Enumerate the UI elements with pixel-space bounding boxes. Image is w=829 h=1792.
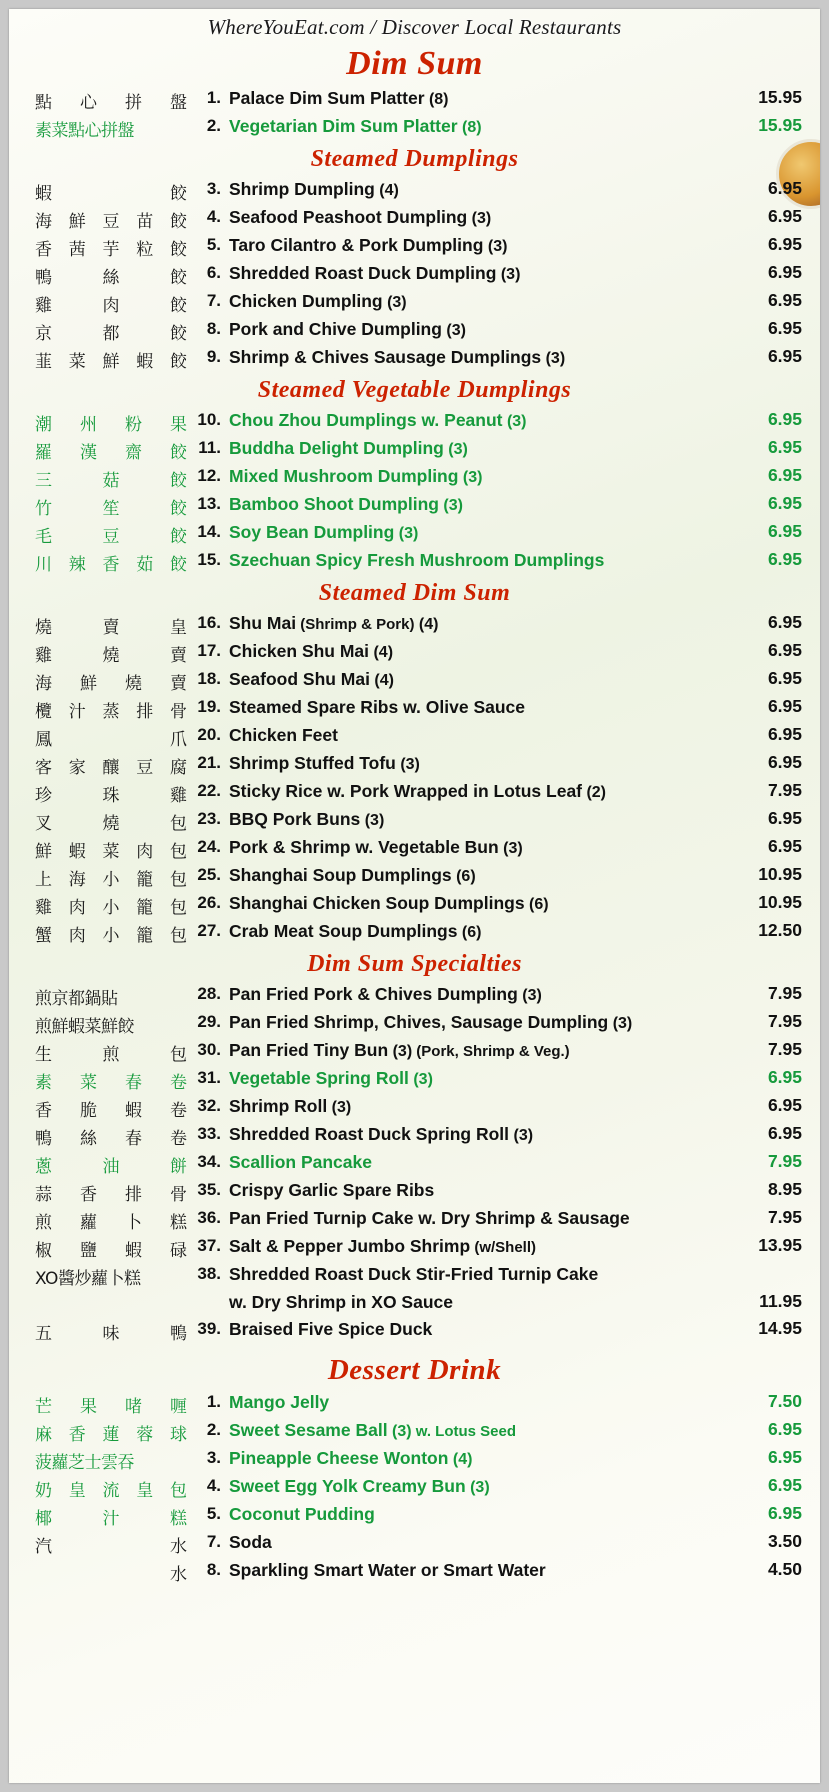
menu-item-chinese-name: 素菜點心拼盤 (35, 121, 134, 141)
menu-item-name: Shredded Roast Duck Dumpling (3) (229, 263, 521, 283)
menu-item-number: 39. (197, 1319, 221, 1338)
menu-item-name: Braised Five Spice Duck (229, 1319, 433, 1339)
menu-item-price: 6.95 (767, 836, 802, 856)
menu-item-row (9, 1205, 820, 1233)
menu-item-name: Pineapple Cheese Wonton (4) (229, 1448, 473, 1468)
menu-item-number: 12. (197, 466, 221, 485)
menu-item-price: 6.95 (767, 640, 802, 660)
menu-item-price: 7.95 (767, 1011, 802, 1031)
section-title-dessert-drink: Dessert Drink (327, 1354, 502, 1386)
menu-item-chinese-name: 叉 燒 包 (35, 814, 187, 834)
menu-item-row (9, 1177, 820, 1205)
menu-item-row (9, 981, 820, 1009)
section-title-steamed-vegetable-dumplings: Steamed Vegetable Dumplings (257, 377, 572, 403)
menu-item-row (9, 806, 820, 834)
menu-item-name: Pan Fried Turnip Cake w. Dry Shrimp & Sausage (229, 1208, 630, 1228)
menu-item-chinese-name: 煎鮮蝦菜鮮餃 (35, 1017, 134, 1037)
menu-item-chinese-name: 京 都 餃 (35, 324, 187, 344)
menu-item-price: 6.95 (767, 318, 802, 338)
menu-item-row (9, 232, 820, 260)
menu-item-price (736, 1261, 802, 1263)
watermark-text: WhereYouEat.com / Discover Local Restaurants (207, 15, 622, 39)
menu-item-number: 8. (206, 319, 221, 338)
menu-item-chinese-name: XO醬炒蘿卜糕 (35, 1269, 141, 1289)
menu-item-price: 6.95 (767, 346, 802, 366)
menu-item-chinese-name: 椒 鹽 蝦 碌 (35, 1241, 187, 1261)
menu-item-chinese-name: 蔥 油 餅 (35, 1157, 187, 1177)
menu-item-number: 21. (197, 753, 221, 772)
menu-item-price: 7.95 (767, 983, 802, 1003)
menu-item-row (9, 1289, 820, 1316)
menu-item-chinese-name: 素 菜 春 卷 (35, 1073, 187, 1093)
menu-item-name: Vegetable Spring Roll (3) (229, 1068, 433, 1088)
menu-item-row (9, 666, 820, 694)
menu-item-number: 31. (197, 1068, 221, 1087)
menu-item-price: 3.50 (767, 1531, 802, 1551)
menu-item-number: 35. (197, 1180, 221, 1199)
menu-item-row (9, 316, 820, 344)
menu-item-number: 1. (206, 88, 221, 107)
menu-item-name: Sticky Rice w. Pork Wrapped in Lotus Leaf (2) (229, 781, 606, 801)
menu-item-number: 6. (206, 263, 221, 282)
menu-item-row (9, 463, 820, 491)
menu-item-chinese-name: 毛 豆 餃 (35, 527, 187, 547)
menu-item-name: Chicken Feet (229, 725, 338, 745)
menu-item-name: Crab Meat Soup Dumplings (6) (229, 921, 482, 941)
menu-item-chinese-name: 韮 菜 鮮 蝦 餃 (35, 352, 187, 372)
menu-item-price: 6.95 (767, 493, 802, 513)
menu-item-row (9, 890, 820, 918)
menu-item-name: Shredded Roast Duck Spring Roll (3) (229, 1124, 534, 1144)
menu-item-price: 15.95 (758, 115, 802, 135)
menu-item-name: Scallion Pancake (229, 1152, 372, 1172)
menu-item-price: 8.95 (767, 1179, 802, 1199)
menu-item-number: 1. (206, 1392, 221, 1411)
menu-item-price: 6.95 (767, 1419, 802, 1439)
menu-item-number: 26. (197, 893, 221, 912)
menu-item-chinese-name: 鳳 爪 (35, 730, 187, 750)
menu-item-price: 7.95 (767, 1207, 802, 1227)
menu-item-chinese-name: 菠蘿芝士雲吞 (35, 1453, 134, 1473)
menu-item-price: 4.50 (767, 1559, 802, 1579)
menu-item-row (9, 778, 820, 806)
menu-item-number: 14. (197, 522, 221, 541)
menu-item-row (9, 1009, 820, 1037)
menu-item-chinese-name: 客 家 釀 豆 腐 (35, 758, 187, 778)
section-title-steamed-dumplings: Steamed Dumplings (310, 146, 519, 172)
menu-item-number: 22. (197, 781, 221, 800)
menu-item-number: 8. (206, 1560, 221, 1579)
menu-item-name: Pan Fried Shrimp, Chives, Sausage Dumpling (3) (229, 1012, 633, 1032)
menu-item-number: 28. (197, 984, 221, 1003)
menu-item-price: 6.95 (767, 206, 802, 226)
menu-item-number: 2. (206, 1420, 221, 1439)
menu-item-chinese-name: 三 菇 餃 (35, 471, 187, 491)
menu-item-number: 33. (197, 1124, 221, 1143)
menu-item-row (9, 1037, 820, 1065)
menu-item-name: Shu Mai (Shrimp & Pork) (4) (229, 613, 439, 633)
menu-item-row (9, 1065, 820, 1093)
menu-item-price: 6.95 (767, 1067, 802, 1087)
menu-item-name: Salt & Pepper Jumbo Shrimp (w/Shell) (229, 1236, 536, 1256)
menu-item-row (9, 435, 820, 463)
menu-item-price: 11.95 (759, 1291, 802, 1311)
menu-item-number (193, 1289, 229, 1292)
menu-item-row (9, 1121, 820, 1149)
section-title-dim-sum-specialties: Dim Sum Specialties (307, 951, 522, 977)
menu-item-name: Shanghai Soup Dumplings (6) (229, 865, 476, 885)
menu-item-chinese-name: 麻 香 蓮 蓉 球 (35, 1425, 187, 1445)
menu-item-price: 7.95 (767, 1151, 802, 1171)
menu-item-name: Taro Cilantro & Pork Dumpling (3) (229, 235, 508, 255)
menu-item-row (9, 260, 820, 288)
menu-item-price: 6.95 (767, 1123, 802, 1143)
menu-item-chinese-name: 燒 賣 皇 (35, 618, 187, 638)
menu-item-row (9, 610, 820, 638)
menu-item-chinese-name: 點 心 拼 盤 (35, 93, 187, 113)
menu-item-number: 29. (197, 1012, 221, 1031)
menu-item-name: w. Dry Shrimp in XO Sauce (229, 1292, 453, 1312)
menu-item-number: 38. (197, 1264, 221, 1283)
menu-item-chinese-name: 雞 肉 小 籠 包 (35, 898, 187, 918)
menu-item-chinese-name: 海 鮮 豆 苗 餃 (35, 212, 187, 232)
menu-item-chinese-name: 蟹 肉 小 籠 包 (35, 926, 187, 946)
menu-item-price: 6.95 (767, 752, 802, 772)
menu-item-name: Steamed Spare Ribs w. Olive Sauce (229, 697, 526, 717)
menu-item-name: Sparkling Smart Water or Smart Water (229, 1560, 546, 1580)
menu-item-chinese-name: 蒜 香 排 骨 (35, 1185, 187, 1205)
menu-item-price: 13.95 (758, 1235, 802, 1255)
menu-item-price: 15.95 (758, 87, 802, 107)
menu-item-price: 7.50 (767, 1391, 802, 1411)
menu-item-chinese-name: 香 茜 芋 粒 餃 (35, 240, 187, 260)
menu-item-row (9, 1529, 820, 1557)
menu-item-number: 27. (197, 921, 221, 940)
menu-item-price: 6.95 (767, 409, 802, 429)
menu-item-name: Coconut Pudding (229, 1504, 375, 1524)
section-title-dim-sum: Dim Sum (346, 45, 483, 82)
menu-item-price: 10.95 (758, 864, 802, 884)
menu-item-row (9, 862, 820, 890)
menu-item-name: Shrimp Roll (3) (229, 1096, 352, 1116)
menu-item-chinese-name: 珍 珠 雞 (35, 786, 187, 806)
menu-item-name: Soy Bean Dumpling (3) (229, 522, 419, 542)
menu-item-name: Chicken Dumpling (3) (229, 291, 407, 311)
menu-item-price: 14.95 (758, 1318, 802, 1338)
menu-item-name: Seafood Shu Mai (4) (229, 669, 394, 689)
menu-item-name: Bamboo Shoot Dumpling (3) (229, 494, 463, 514)
menu-item-name: Pork and Chive Dumpling (3) (229, 319, 466, 339)
menu-item-price: 6.95 (767, 521, 802, 541)
menu-item-chinese-name: 羅 漢 齋 餃 (35, 443, 187, 463)
menu-item-number: 18. (197, 669, 221, 688)
menu-item-chinese-name (35, 1289, 193, 1292)
menu-item-row (9, 722, 820, 750)
menu-item-row (9, 1417, 820, 1445)
menu-item-name: Szechuan Spicy Fresh Mushroom Dumplings (229, 550, 605, 570)
menu-item-number: 5. (206, 1504, 221, 1523)
menu-item-name: Pan Fried Pork & Chives Dumpling (3) (229, 984, 542, 1004)
menu-item-row (9, 547, 820, 575)
menu-item-row (9, 1501, 820, 1529)
menu-item-number: 7. (206, 1532, 221, 1551)
menu-item-row (9, 1557, 820, 1585)
menu-item-name: Shrimp Stuffed Tofu (3) (229, 753, 420, 773)
menu-item-price: 6.95 (767, 1447, 802, 1467)
menu-item-name: Pan Fried Tiny Bun (3) (Pork, Shrimp & Veg.) (229, 1040, 570, 1060)
menu-item-row (9, 834, 820, 862)
menu-item-name: Buddha Delight Dumpling (3) (229, 438, 468, 458)
menu-item-number: 15. (197, 550, 221, 569)
menu-item-price: 6.95 (767, 465, 802, 485)
menu-item-price: 6.95 (767, 1095, 802, 1115)
menu-item-chinese-name: 奶 皇 流 皇 包 (35, 1481, 187, 1501)
menu-item-row (9, 1389, 820, 1417)
menu-item-chinese-name: 竹 笙 餃 (35, 499, 187, 519)
menu-item-row (9, 204, 820, 232)
menu-item-chinese-name: 雞 肉 餃 (35, 296, 187, 316)
menu-item-row (9, 1149, 820, 1177)
menu-item-number: 4. (206, 207, 221, 226)
menu-item-chinese-name: 鴨 絲 春 卷 (35, 1129, 187, 1149)
menu-item-row (9, 1261, 820, 1289)
menu-item-number: 11. (198, 438, 221, 457)
menu-item-number: 17. (197, 641, 221, 660)
menu-item-chinese-name: 香 脆 蝦 卷 (35, 1101, 187, 1121)
menu-item-name: Sweet Sesame Ball (3) w. Lotus Seed (229, 1420, 517, 1440)
menu-item-chinese-name: 椰 汁 糕 (35, 1509, 187, 1529)
menu-item-number: 34. (197, 1152, 221, 1171)
menu-item-row (9, 1233, 820, 1261)
menu-item-price: 6.95 (767, 437, 802, 457)
menu-item-price: 7.95 (767, 1039, 802, 1059)
menu-item-row (9, 491, 820, 519)
menu-item-price: 10.95 (758, 892, 802, 912)
menu-item-row (9, 1445, 820, 1473)
menu-item-number: 3. (206, 179, 221, 198)
menu-item-price: 6.95 (767, 549, 802, 569)
menu-item-name: BBQ Pork Buns (3) (229, 809, 385, 829)
menu-item-row (9, 176, 820, 204)
menu-item-price: 6.95 (767, 668, 802, 688)
menu-item-price: 6.95 (767, 808, 802, 828)
menu-item-row (9, 694, 820, 722)
menu-item-number: 10. (197, 410, 221, 429)
menu-item-number: 24. (197, 837, 221, 856)
menu-item-name: Mango Jelly (229, 1392, 330, 1412)
menu-item-number: 16. (197, 613, 221, 632)
menu-item-row (9, 1473, 820, 1501)
menu-item-number: 20. (197, 725, 221, 744)
menu-item-name: Mixed Mushroom Dumpling (3) (229, 466, 483, 486)
menu-item-price: 7.95 (767, 780, 802, 800)
menu-item-price: 6.95 (767, 1475, 802, 1495)
menu-item-number: 19. (197, 697, 221, 716)
menu-item-number: 9. (206, 347, 221, 366)
menu-item-price: 6.95 (767, 612, 802, 632)
menu-item-name: Palace Dim Sum Platter (8) (229, 88, 449, 108)
menu-item-name: Shanghai Chicken Soup Dumplings (6) (229, 893, 549, 913)
menu-item-row (9, 918, 820, 946)
menu-item-price: 6.95 (767, 234, 802, 254)
menu-item-number: 5. (206, 235, 221, 254)
menu-item-chinese-name: 五 味 鴨 (35, 1324, 187, 1344)
menu-item-chinese-name: 潮 州 粉 果 (35, 415, 187, 435)
menu-item-chinese-name: 川 辣 香 茹 餃 (35, 555, 187, 575)
menu-item-name: Crispy Garlic Spare Ribs (229, 1180, 435, 1200)
menu-item-number: 2. (206, 116, 221, 135)
menu-item-price: 6.95 (767, 262, 802, 282)
menu-item-chinese-name: 汽 水 (35, 1537, 187, 1557)
menu-sheet (9, 9, 820, 1783)
menu-item-row (9, 638, 820, 666)
menu-item-name: Shredded Roast Duck Stir-Fried Turnip Cake (229, 1264, 599, 1284)
menu-item-name: Soda (229, 1532, 272, 1552)
menu-item-number: 4. (206, 1476, 221, 1495)
menu-item-row (9, 288, 820, 316)
menu-item-name: Pork & Shrimp w. Vegetable Bun (3) (229, 837, 523, 857)
menu-item-number: 3. (206, 1448, 221, 1467)
menu-item-price: 6.95 (767, 696, 802, 716)
menu-item-chinese-name: 上 海 小 籠 包 (35, 870, 187, 890)
menu-item-chinese-name: 欖 汁 蒸 排 骨 (35, 702, 187, 722)
menu-item-number: 23. (197, 809, 221, 828)
menu-item-name: Seafood Peashoot Dumpling (3) (229, 207, 492, 227)
menu-item-chinese-name: 芒 果 啫 喱 (35, 1397, 187, 1417)
menu-item-number: 13. (197, 494, 221, 513)
menu-item-name: Shrimp & Chives Sausage Dumplings (3) (229, 347, 566, 367)
menu-item-row (9, 113, 820, 141)
menu-item-price: 6.95 (767, 724, 802, 744)
menu-item-chinese-name: 煎 蘿 卜 糕 (35, 1213, 187, 1233)
menu-item-chinese-name: 生 煎 包 (35, 1045, 187, 1065)
menu-item-price: 6.95 (767, 290, 802, 310)
menu-item-row (9, 344, 820, 372)
menu-item-row (9, 85, 820, 113)
menu-item-row (9, 1093, 820, 1121)
menu-content (9, 9, 820, 1585)
menu-item-chinese-name: 鴨 絲 餃 (35, 268, 187, 288)
menu-item-name: Vegetarian Dim Sum Platter (8) (229, 116, 482, 136)
menu-item-name: Chou Zhou Dumplings w. Peanut (3) (229, 410, 527, 430)
menu-item-chinese-name: 海 鮮 燒 賣 (35, 674, 187, 694)
menu-item-chinese-name: 雞 燒 賣 (35, 646, 187, 666)
menu-item-row (9, 407, 820, 435)
menu-item-chinese-name: 水 (170, 1565, 187, 1585)
menu-item-price: 6.95 (767, 178, 802, 198)
menu-item-row (9, 750, 820, 778)
menu-item-chinese-name: 鮮 蝦 菜 肉 包 (35, 842, 187, 862)
menu-item-number: 30. (197, 1040, 221, 1059)
menu-item-name: Sweet Egg Yolk Creamy Bun (3) (229, 1476, 490, 1496)
menu-item-number: 37. (197, 1236, 221, 1255)
menu-item-chinese-name: 蝦 餃 (35, 184, 187, 204)
menu-item-number: 32. (197, 1096, 221, 1115)
menu-item-number: 7. (206, 291, 221, 310)
menu-item-price: 6.95 (767, 1503, 802, 1523)
menu-item-row (9, 1316, 820, 1344)
menu-item-row (9, 519, 820, 547)
menu-item-number: 36. (197, 1208, 221, 1227)
menu-item-name: Shrimp Dumpling (4) (229, 179, 399, 199)
menu-item-number: 25. (197, 865, 221, 884)
menu-item-chinese-name: 煎京都鍋貼 (35, 989, 118, 1009)
menu-item-name: Chicken Shu Mai (4) (229, 641, 394, 661)
menu-item-price: 12.50 (758, 920, 802, 940)
section-title-steamed-dim-sum: Steamed Dim Sum (318, 580, 511, 606)
